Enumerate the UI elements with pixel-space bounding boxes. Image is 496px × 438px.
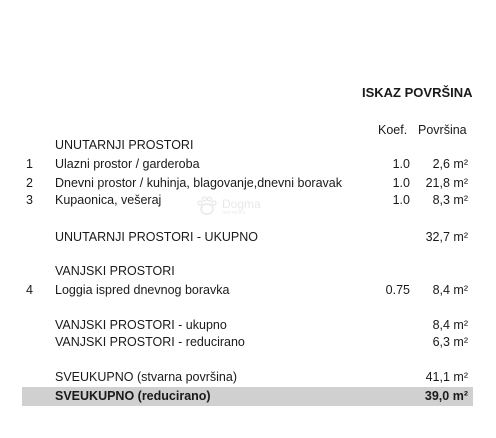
outdoor-total-value: 8,4 m² xyxy=(432,318,468,332)
watermark-text: Dogma xyxy=(222,197,261,211)
row-name: Dnevni prostor / kuhinja, blagovanje,dnevni boravak xyxy=(55,176,342,190)
outdoor-reduced-value: 6,3 m² xyxy=(432,335,468,349)
row-koef: 0.75 xyxy=(385,283,410,297)
area-header: Površina xyxy=(418,123,467,137)
watermark-subtext: nekretnine xyxy=(222,210,246,216)
row-name: Loggia ispred dnevnog boravka xyxy=(55,283,230,297)
outdoor-total-label: VANJSKI PROSTORI - ukupno xyxy=(55,318,227,332)
indoor-total-value: 32,7 m² xyxy=(425,230,468,244)
grand-total-reduced-label: SVEUKUPNO (reducirano) xyxy=(55,389,211,403)
row-area: 8,3 m² xyxy=(432,193,468,207)
row-name: Kupaonica, vešeraj xyxy=(55,193,162,207)
grand-total-real-value: 41,1 m² xyxy=(425,370,468,384)
row-area: 2,6 m² xyxy=(432,157,468,171)
row-number: 3 xyxy=(26,193,33,207)
paw-icon xyxy=(196,195,218,217)
indoor-total-label: UNUTARNJI PROSTORI - UKUPNO xyxy=(55,230,259,244)
grand-total-real-label: SVEUKUPNO (stvarna površina) xyxy=(55,370,238,384)
grand-total-reduced-value: 39,0 m² xyxy=(424,389,468,403)
row-area: 21,8 m² xyxy=(425,176,468,190)
row-name: Ulazni prostor / garderoba xyxy=(55,157,200,171)
row-area: 8,4 m² xyxy=(432,283,468,297)
report-title: ISKAZ POVRŠINA xyxy=(362,85,473,100)
row-koef: 1.0 xyxy=(392,157,410,171)
outdoor-reduced-label: VANJSKI PROSTORI - reducirano xyxy=(55,335,245,349)
watermark xyxy=(196,193,306,221)
row-koef: 1.0 xyxy=(392,176,410,190)
row-number: 1 xyxy=(26,157,33,171)
row-koef: 1.0 xyxy=(392,193,410,207)
indoor-heading: UNUTARNJI PROSTORI xyxy=(55,138,194,152)
row-number: 2 xyxy=(26,176,33,190)
row-number: 4 xyxy=(26,283,33,297)
outdoor-heading: VANJSKI PROSTORI xyxy=(55,264,175,278)
koef-header: Koef. xyxy=(378,123,408,137)
